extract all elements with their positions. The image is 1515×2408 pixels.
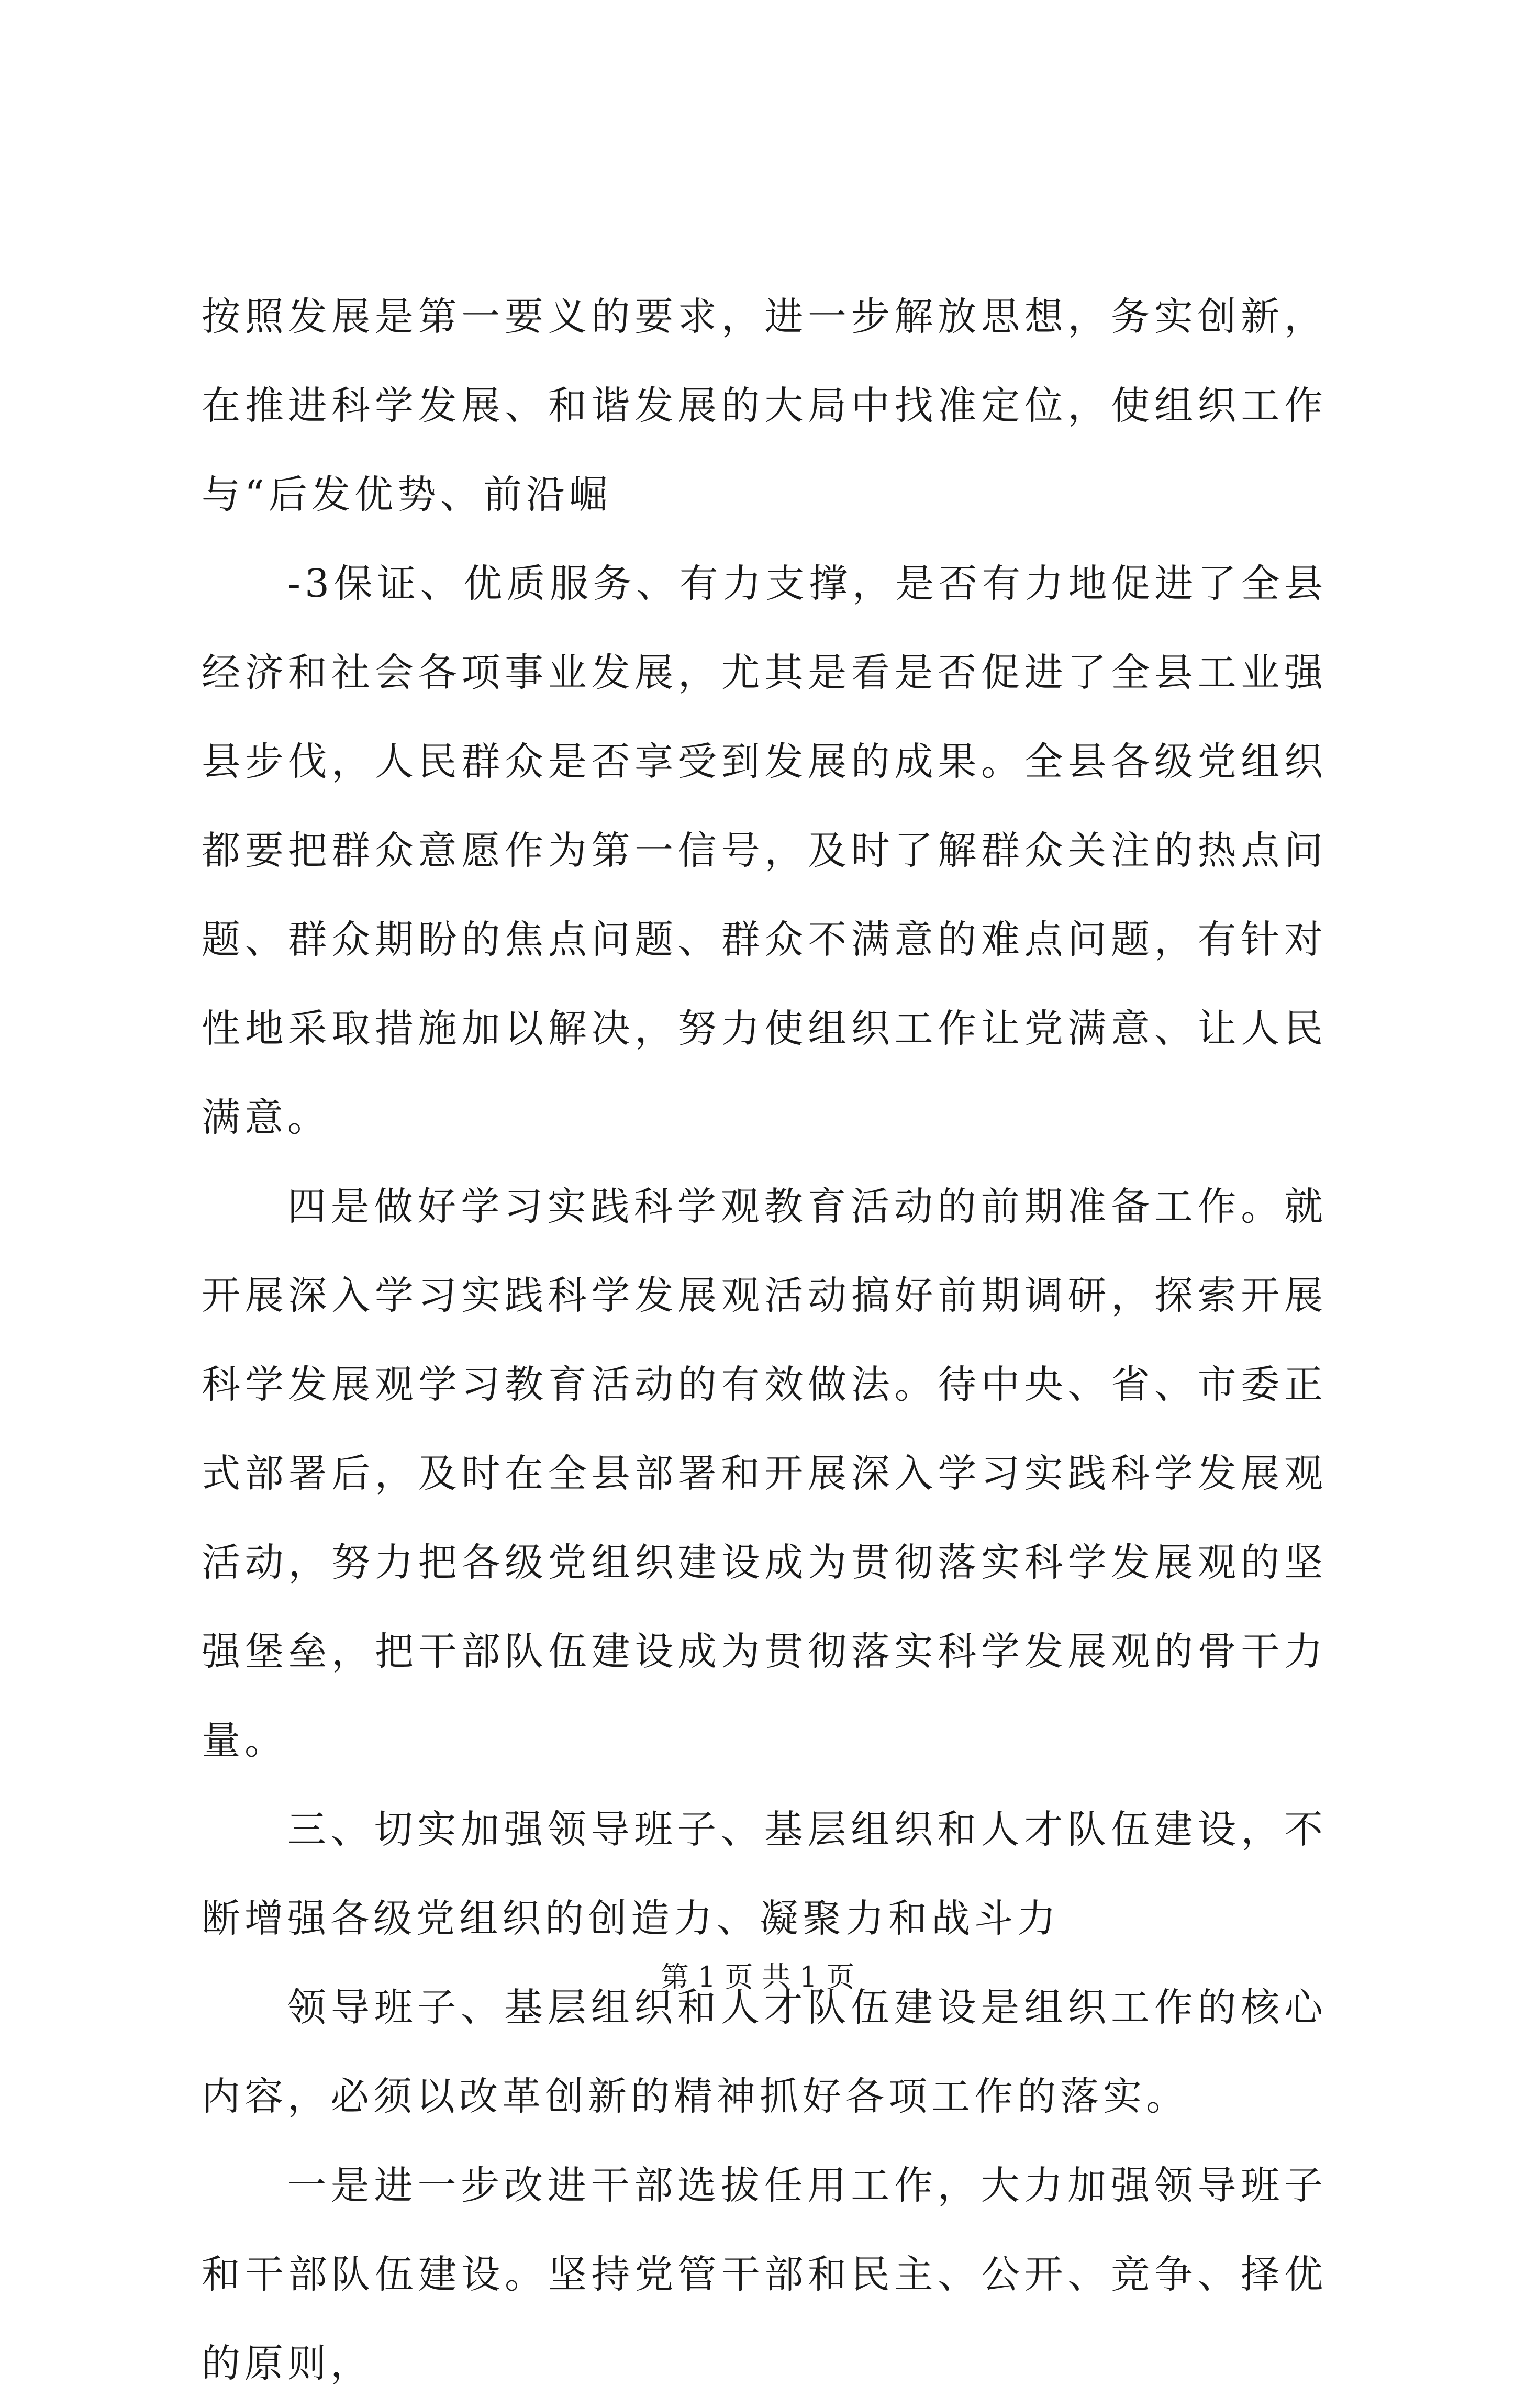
paragraph-4: 领导班子、基层组织和人才队伍建设是组织工作的核心内容，必须以改革创新的精神抓好各项工作的落实。 bbox=[202, 1985, 1327, 2119]
page-number-label: 第 1 页 共 1 页 bbox=[660, 1960, 855, 1993]
page-footer bbox=[0, 1959, 1515, 1995]
paragraph-1: 按照发展是第一要义的要求，进一步解放思想，务实创新，在推进科学发展、和谐发展的大局中找准定位，使组织工作与“后发优势、前沿崛 bbox=[202, 294, 1327, 517]
paragraph-3: 四是做好学习实践科学观教育活动的前期准备工作。就开展深入学习实践科学发展观活动搞好前期调研，探索开展科学发展观学习教育活动的有效做法。待中央、省、市委正式部署后，及时在全县部署和开展深入学习实践科学发展观活动，努力把各级党组织建设成为贯彻落实科学发展观的坚强堡垒，把干部队伍建设成为贯彻落实科学发展观的骨干力量。 bbox=[202, 1184, 1327, 1763]
section-heading-3: 三、切实加强领导班子、基层组织和人才队伍建设，不断增强各级党组织的创造力、凝聚力和战斗力 bbox=[202, 1807, 1327, 1941]
paragraph-5: 一是进一步改进干部选拔任用工作，大力加强领导班子和干部队伍建设。坚持党管干部和民主、公开、竞争、择优的原则， bbox=[202, 2163, 1327, 2386]
paragraph-2: -3保证、优质服务、有力支撑，是否有力地促进了全县经济和社会各项事业发展，尤其是看是否促进了全县工业强县步伐，人民群众是否享受到发展的成果。全县各级党组织都要把群众意愿作为第一信号，及时了解群众关注的热点问题、群众期盼的焦点问题、群众不满意的难点问题，有针对性地采取措施加以解决，努力使组织工作让党满意、让人民满意。 bbox=[202, 561, 1327, 1140]
document-body bbox=[202, 272, 1327, 2408]
